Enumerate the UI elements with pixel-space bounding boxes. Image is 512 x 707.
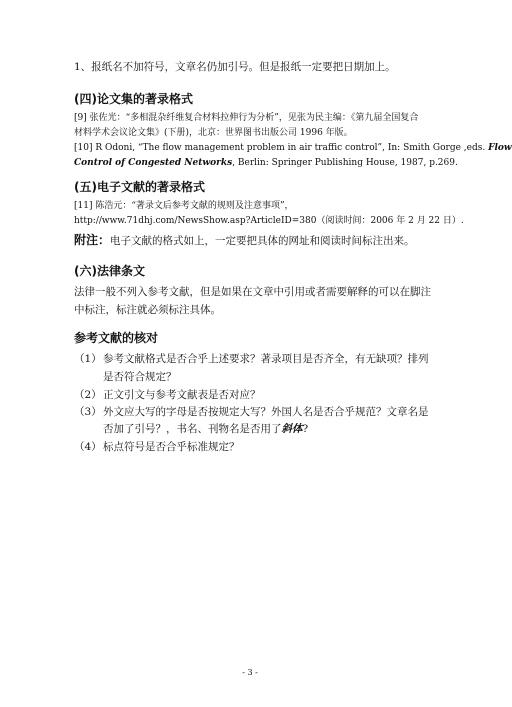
check-item-2-line-1: 正文引文与参考文献表是否对应？ — [103, 389, 261, 401]
reference-11-url: http://www.71dhj.com/NewsShow.asp?ArticleID=380（阅读时间：2006 年 2 月 22 日）. — [74, 216, 464, 226]
reference-10-text-b: , Berlin: Springer Publishing House, 1987, p.269. — [232, 158, 458, 168]
check-item-3-italic-word: 斜体 — [281, 423, 303, 435]
intro-line: 1、报纸名不加符号，文章名仍加引号。但是报纸一定要把日期加上。 — [74, 61, 396, 73]
note-label: 附注： — [74, 233, 111, 247]
page-number: - 3 - — [242, 668, 258, 677]
law-text-line-2: 中标注，标注就必须标注具体。 — [74, 304, 221, 316]
check-item-1-line-1: 参考文献格式是否合乎上述要求？著录项目是否齐全，有无缺项？排列 — [103, 353, 429, 365]
note-text: 电子文献的格式如上，一定要把具体的网址和阅读时间标注出来。 — [110, 235, 415, 247]
check-item-3-text: 否加了引号？，书名、刊物名是否用了 — [103, 423, 282, 435]
reference-10-title-a: Flow — [488, 143, 512, 153]
reference-10-line-2 — [74, 157, 458, 170]
check-item-3-number: （3） — [74, 406, 102, 418]
check-item-3-end: ? — [302, 423, 309, 435]
reference-10-line-1 — [74, 142, 512, 155]
check-item-1-number: （1） — [74, 353, 102, 365]
reference-11-line-1: [11] 陈浩元：“著录文后参考文献的规则及注意事项”， — [74, 201, 294, 211]
reference-10-title-b: Control of Congested Networks — [74, 158, 233, 168]
note-line — [74, 233, 415, 248]
check-item-4-number: （4） — [74, 441, 102, 453]
check-item-3-line-1: 外文应大写的字母是否按规定大写？外国人名是否合乎规范？文章名是 — [103, 406, 429, 418]
check-item-1-line-2: 是否符合规定？ — [103, 371, 177, 383]
section-4-heading: (四)论文集的著录格式 — [74, 92, 193, 106]
check-item-2-number: （2） — [74, 389, 102, 401]
section-5-heading: (五)电子文献的著录格式 — [74, 180, 205, 194]
check-item-4-line-1: 标点符号是否合乎标准规定？ — [103, 441, 240, 453]
section-6-heading: (六)法律条文 — [74, 264, 145, 278]
check-item-3-line-2 — [103, 422, 308, 436]
reference-9-line-1: [9] 张佐光：“多相混杂纤维复合材料拉伸行为分析”，见张为民主编：《第九届全国复合 — [74, 113, 419, 123]
reference-9-line-2: 材料学术会议论文集》(下册)，北京：世界图书出版公司 1996 年版。 — [74, 128, 353, 138]
law-text-line-1: 法律一般不列入参考文献，但是如果在文章中引用或者需要解释的可以在脚注 — [74, 286, 431, 298]
reference-10-text-a: [10] R Odoni, “The flow management problem in air traffic control”, In: Smith Gorge ,eds. — [74, 143, 489, 153]
check-heading: 参考文献的核对 — [74, 331, 159, 345]
